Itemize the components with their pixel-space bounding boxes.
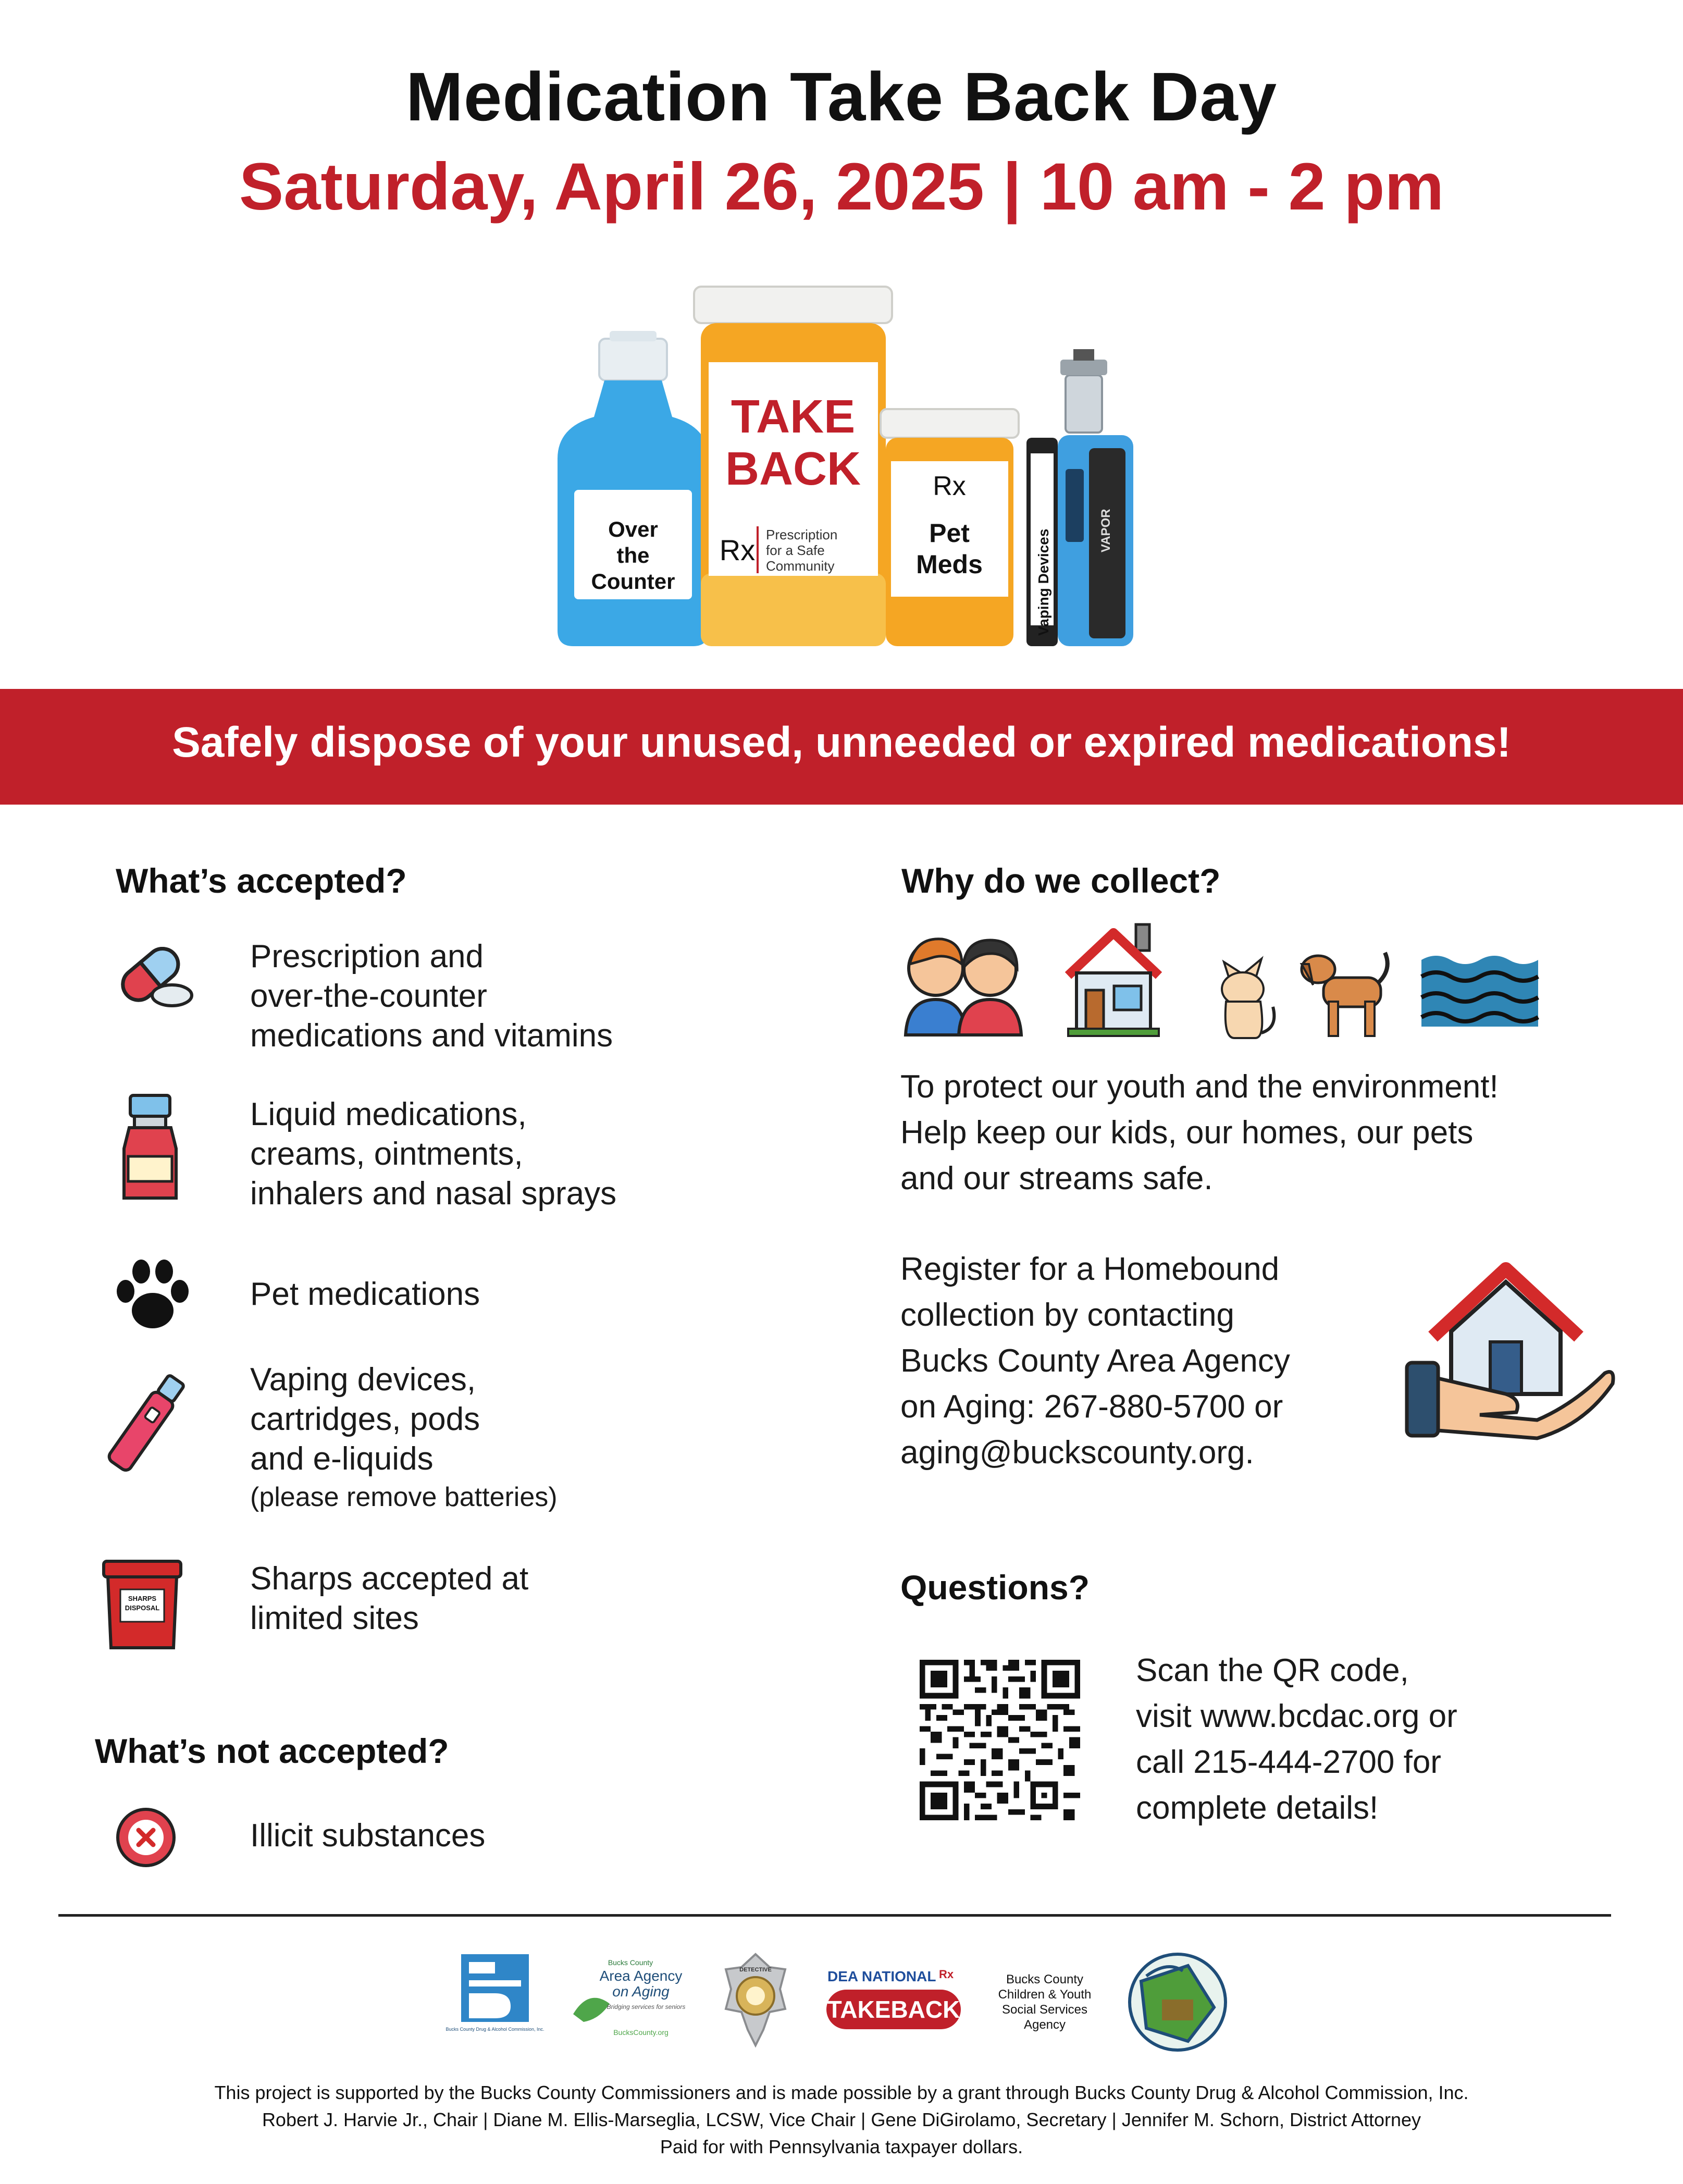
- questions-text-line-3[interactable]: call 215-444-2700 for: [1136, 1744, 1441, 1780]
- sharps-label-2: DISPOSAL: [125, 1604, 160, 1612]
- bottle-label-line-2: the: [616, 543, 650, 567]
- accepted-item-4-line-3: and e-liquids: [250, 1441, 434, 1477]
- liquid-bottle-icon: [119, 1091, 181, 1206]
- accepted-item-3-text: [250, 1275, 480, 1314]
- bucks-county-seal-logo: [1125, 1950, 1230, 2054]
- vape-pen-icon: [100, 1365, 194, 1480]
- big-pill-line-2: BACK: [725, 443, 861, 495]
- accepted-item-4-line-1: Vaping devices,: [250, 1362, 476, 1398]
- questions-text: [1136, 1648, 1457, 1831]
- take-back-products-illustration: [552, 281, 1146, 657]
- homebound-line-1: Register for a Homebound: [900, 1251, 1280, 1287]
- otc-bottle-icon: [558, 331, 709, 646]
- kids-icon: [900, 916, 1025, 1041]
- footer-line-3: Paid for with Pennsylvania taxpayer dollars.: [660, 2136, 1023, 2157]
- dog-icon: [1297, 943, 1396, 1041]
- paw-icon: [111, 1256, 194, 1334]
- accepted-item-5-line-2: limited sites: [250, 1600, 419, 1636]
- accepted-item-4-text: [250, 1360, 558, 1515]
- big-pill-line-1: TAKE: [731, 391, 856, 443]
- footer-line-2: Robert J. Harvie Jr., Chair | Diane M. Ellis-Marseglia, LCSW, Vice Chair | Gene DiGirolamo, Secretary | Jennifer M. Schorn, District Attorney: [262, 2109, 1421, 2130]
- small-pill-line-2: Meds: [916, 550, 983, 579]
- vape-label: Vaping Devices: [1035, 528, 1051, 636]
- not-accepted-heading: What’s not accepted?: [95, 1732, 449, 1770]
- questions-heading: Questions?: [900, 1568, 1090, 1607]
- water-waves-icon: [1418, 954, 1539, 1031]
- accepted-item-2-line-1: Liquid medications,: [250, 1096, 527, 1132]
- accepted-item-5-text: [250, 1559, 528, 1638]
- why-heading: Why do we collect?: [901, 861, 1221, 900]
- accepted-item-1-line-3: medications and vitamins: [250, 1018, 613, 1054]
- area-agency-on-aging-logo: [568, 1957, 693, 2040]
- cys-line-4: Agency: [1023, 2018, 1066, 2032]
- house-icon: [1058, 918, 1170, 1039]
- bottle-label-line-1: Over: [608, 517, 658, 541]
- dea-rx: Rx: [939, 1968, 954, 1981]
- vape-brand: VAPOR: [1099, 509, 1113, 552]
- children-youth-agency-logo: [987, 1970, 1102, 2038]
- why-text-line-2: Help keep our kids, our homes, our pets: [900, 1115, 1474, 1151]
- dea-national-takeback-logo: [823, 1965, 964, 2035]
- aging-url: BucksCounty.org: [613, 2028, 669, 2037]
- page-title: Medication Take Back Day: [405, 58, 1278, 135]
- dea-line-2: TAKEBACK: [827, 1996, 960, 2023]
- accepted-item-4-note: (please remove batteries): [250, 1482, 558, 1512]
- aging-name-2: on Aging: [612, 1983, 670, 2000]
- pill-capsule-icon: [112, 937, 195, 1015]
- questions-text-line-4: complete details!: [1136, 1790, 1379, 1826]
- homebound-line-3: Bucks County Area Agency: [900, 1343, 1290, 1379]
- questions-text-line-1: Scan the QR code,: [1136, 1652, 1409, 1688]
- not-accepted-item-1-text: [250, 1816, 485, 1856]
- accepted-heading: What’s accepted?: [116, 861, 407, 900]
- cys-line-3: Social Services: [1001, 2003, 1088, 2017]
- badge-text: DETECTIVE: [739, 1967, 772, 1973]
- footer-line-1: This project is supported by the Bucks County Commissioners and is made possible by a grant through Bucks County Drug & Alcohol Commission, Inc.: [214, 2082, 1469, 2103]
- big-pill-caption-3: Community: [766, 558, 835, 574]
- accepted-item-4-line-2: cartridges, pods: [250, 1401, 480, 1437]
- not-accepted-item-1-line-1: Illicit substances: [250, 1818, 486, 1854]
- homebound-text: [900, 1247, 1290, 1476]
- sharps-container-icon: [101, 1558, 184, 1652]
- banner-text: Safely dispose of your unused, unneeded or expired medications!: [172, 719, 1511, 766]
- accepted-item-2-text: [250, 1095, 616, 1214]
- accepted-item-5-line-1: Sharps accepted at: [250, 1561, 529, 1597]
- accepted-item-1-line-2: over-the-counter: [250, 978, 487, 1014]
- accepted-item-3-line-1: Pet medications: [250, 1276, 480, 1312]
- homebound-line-5: aging@buckscounty.org.: [900, 1435, 1254, 1471]
- accepted-item-1-text: [250, 937, 613, 1056]
- accepted-item-1-line-1: Prescription and: [250, 939, 484, 974]
- house-in-hand-icon: [1402, 1258, 1615, 1451]
- accepted-item-2-line-3: inhalers and nasal sprays: [250, 1176, 617, 1212]
- homebound-line-2: collection by contacting: [900, 1297, 1235, 1333]
- footer-divider: [58, 1914, 1611, 1917]
- cys-line-1: Bucks County: [1006, 1972, 1084, 1986]
- aging-top: Bucks County: [608, 1958, 653, 1967]
- qr-code[interactable]: [920, 1660, 1080, 1820]
- cys-line-2: Children & Youth: [998, 1988, 1092, 2002]
- dea-line-1: DEA NATIONAL: [827, 1968, 936, 1984]
- small-pill-line-1: Pet: [929, 519, 970, 548]
- accepted-item-2-line-2: creams, ointments,: [250, 1136, 523, 1172]
- big-pill-caption-2: for a Safe: [766, 542, 825, 558]
- x-circle-icon: [114, 1805, 178, 1870]
- bcdac-logo: [445, 1952, 544, 2035]
- why-text: [900, 1064, 1499, 1202]
- why-text-line-3: and our streams safe.: [900, 1161, 1213, 1196]
- detective-badge-logo: [722, 1952, 789, 2051]
- box-mod-illustration-icon: [1058, 349, 1133, 646]
- rx-symbol: Rx: [719, 534, 756, 566]
- bcdac-caption: Bucks County Drug & Alcohol Commission, Inc.: [445, 2027, 544, 2032]
- cat-icon: [1211, 949, 1279, 1041]
- questions-text-line-2[interactable]: visit www.bcdac.org or: [1136, 1698, 1457, 1734]
- aging-name-1: Area Agency: [599, 1968, 683, 1984]
- bottle-label-line-3: Counter: [591, 569, 675, 594]
- rx-symbol-small: Rx: [933, 471, 966, 501]
- aging-tagline: Bridging services for seniors: [607, 2003, 686, 2010]
- big-pill-caption-1: Prescription: [766, 527, 838, 542]
- event-date-time: Saturday, April 26, 2025 | 10 am - 2 pm: [239, 150, 1444, 224]
- sharps-label-1: SHARPS: [128, 1595, 157, 1602]
- why-text-line-1: To protect our youth and the environment!: [900, 1069, 1499, 1105]
- homebound-line-4: on Aging: 267-880-5700 or: [900, 1389, 1283, 1425]
